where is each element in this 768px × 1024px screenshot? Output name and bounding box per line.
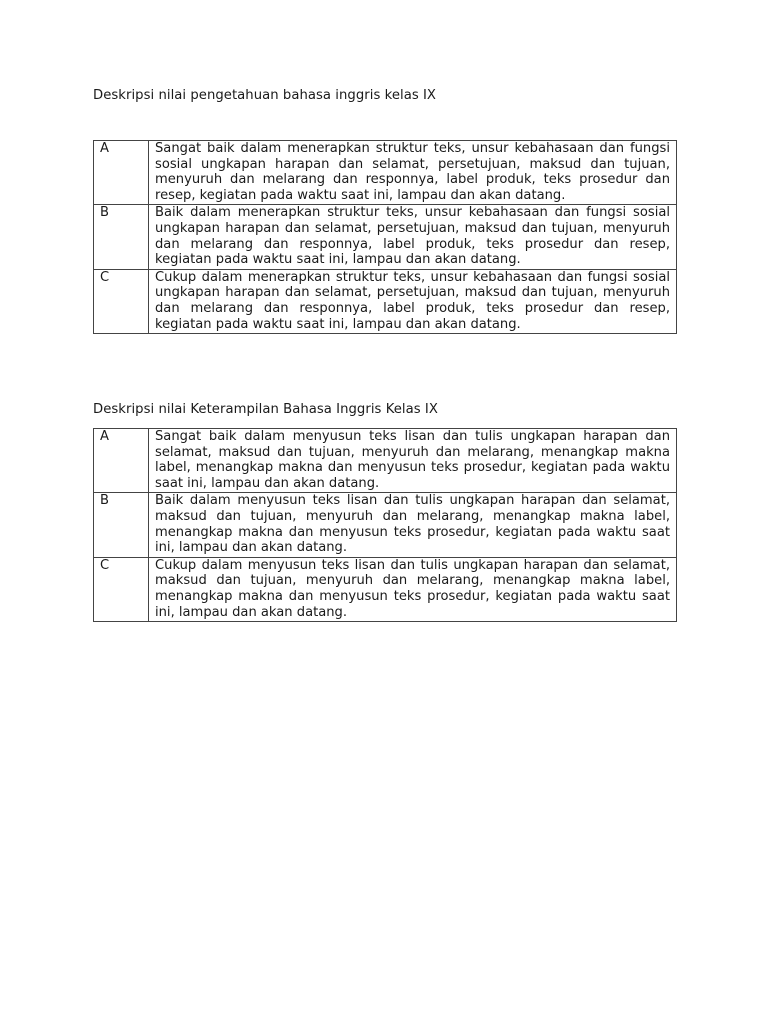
description-cell: Cukup dalam menerapkan struktur teks, unsur kebahasaan dan fungsi sosial ungkapan harapan dan selamat, persetujuan, maksud dan tujuan, menyuruh dan melarang dan responnya, label produk, teks prosedur dan resep, kegiatan pada waktu saat ini, lampau dan akan datang. bbox=[149, 269, 677, 333]
knowledge-section-title: Deskripsi nilai pengetahuan bahasa inggris kelas IX bbox=[93, 88, 437, 103]
grade-cell: B bbox=[94, 493, 149, 557]
grade-cell: C bbox=[94, 557, 149, 621]
knowledge-grade-table bbox=[93, 140, 677, 334]
table-row bbox=[94, 493, 677, 557]
table-row bbox=[94, 429, 677, 493]
description-cell: Sangat baik dalam menerapkan struktur teks, unsur kebahasaan dan fungsi sosial ungkapan harapan dan selamat, persetujuan, maksud dan tujuan, menyuruh dan melarang dan responnya, label produk, teks prosedur dan resep, kegiatan pada waktu saat ini, lampau dan akan datang. bbox=[149, 141, 677, 205]
skills-grade-table bbox=[93, 428, 677, 622]
grade-cell: B bbox=[94, 205, 149, 269]
table-row bbox=[94, 141, 677, 205]
grade-cell: C bbox=[94, 269, 149, 333]
description-cell: Cukup dalam menyusun teks lisan dan tulis ungkapan harapan dan selamat, maksud dan tujuan, menyuruh dan melarang, menangkap makna label, menangkap makna dan menyusun teks prosedur, kegiatan pada waktu saat ini, lampau dan akan datang. bbox=[149, 557, 677, 621]
table-row bbox=[94, 269, 677, 333]
description-cell: Sangat baik dalam menyusun teks lisan dan tulis ungkapan harapan dan selamat, maksud dan tujuan, menyuruh dan melarang, menangkap makna label, menangkap makna dan menyusun teks prosedur, kegiatan pada waktu saat ini, lampau dan akan datang. bbox=[149, 429, 677, 493]
table-row bbox=[94, 205, 677, 269]
skills-section-title: Deskripsi nilai Keterampilan Bahasa Inggris Kelas IX bbox=[93, 402, 438, 417]
grade-cell: A bbox=[94, 141, 149, 205]
table-row bbox=[94, 557, 677, 621]
description-cell: Baik dalam menerapkan struktur teks, unsur kebahasaan dan fungsi sosial ungkapan harapan dan selamat, persetujuan, maksud dan tujuan, menyuruh dan melarang dan responnya, label produk, teks prosedur dan resep, kegiatan pada waktu saat ini, lampau dan akan datang. bbox=[149, 205, 677, 269]
description-cell: Baik dalam menyusun teks lisan dan tulis ungkapan harapan dan selamat, maksud dan tujuan, menyuruh dan melarang, menangkap makna label, menangkap makna dan menyusun teks prosedur, kegiatan pada waktu saat ini, lampau dan akan datang. bbox=[149, 493, 677, 557]
grade-cell: A bbox=[94, 429, 149, 493]
